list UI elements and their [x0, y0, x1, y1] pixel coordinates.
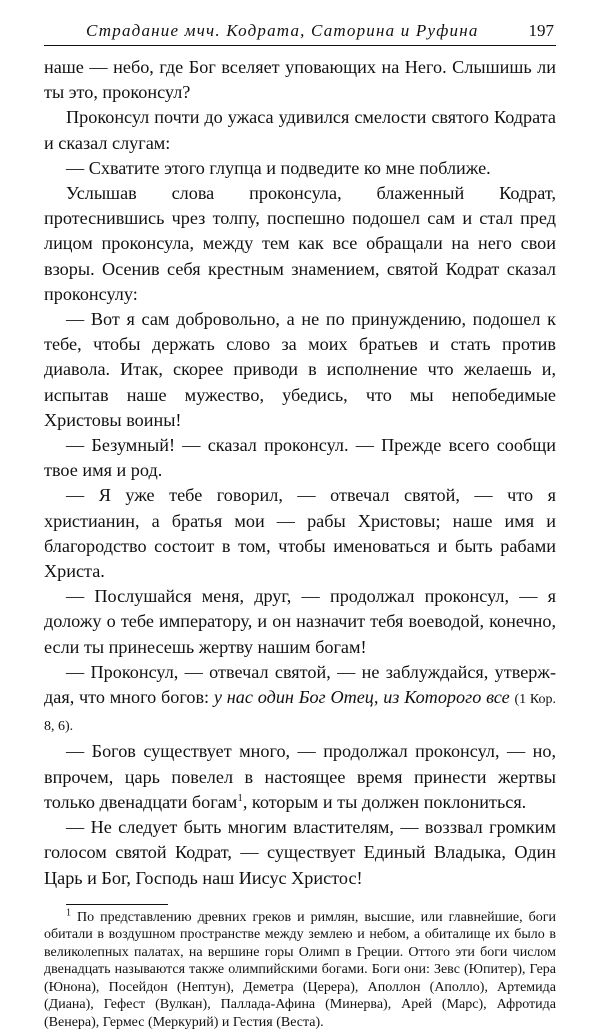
body-text [44, 55, 556, 891]
paragraph: — Безумный! — сказал проконсул. — Прежде всего сообщи твое имя и род. [44, 435, 556, 481]
paragraph: — Послушайся меня, друг, — продолжал проконсул, — я доложу о тебе императору, и он назначит тебя воеводой, конечно, если ты принесешь жертву нашим богам! [44, 586, 556, 657]
footnote-reference[interactable]: 1 [237, 791, 243, 804]
paragraph-text: — Богов существует много, — продолжал проконсул, — но, впрочем, царь повелел в настоящее время принести жертвы только двенадцати богам [44, 741, 556, 812]
paragraph: — Не следует быть многим властителям, — воззвал громким голосом святой Кодрат, — существует Единый Владыка, Один Царь и Бог, Господь наш Иисус Христос! [44, 817, 556, 888]
running-title: Страдание мчч. Кодрата, Саторина и Руфина [86, 21, 479, 40]
page-number: 197 [528, 21, 554, 40]
book-page [44, 20, 557, 1030]
paragraph: Проконсул почти до ужаса удивился смелости святого Кодрата и сказал слугам: [44, 107, 556, 153]
footnote-divider [66, 904, 168, 905]
footnote-text: По представлению древних греков и римлян, высшие, или главнейшие, боги обитали в воздушном пространстве между землею и небом, а обиталище их было в великолепных палатах, на вершине горы Олимп в Греции. Оттого эти боги числом двенадцать называются также олимпийскими богами. Боги они: Зевс (Юпитер), Гера (Юнона), Посейдон (Нептун), Деметра (Церера), Аполлон (Аполло), Артемида (Диана), Гефест (Вулкан), Паллада-Афина (Минерва), Арей (Марс), Афротида (Венера), Гермес (Меркурий) и Гестия (Веста). [44, 909, 557, 1030]
paragraph [44, 660, 556, 740]
paragraph: — Я уже тебе говорил, — отвечал святой, — что я христианин, а братья мои — рабы Христовы; наше имя и благородство состоит в том, чтобы именоваться и быть рабами Христа. [44, 485, 556, 582]
footnote [44, 909, 556, 1031]
paragraph: — Схватите этого глупца и подведите ко мне поближе. [66, 157, 491, 178]
scripture-quote: у нас один Бог Отец, из Которого все [213, 687, 510, 708]
paragraph: — Вот я сам добровольно, а не по принуждению, подошел к тебе, чтобы держать слово за моих братьев и стать против диавола. Итак, скорее приводи в исполнение что желаешь и, испытав наше мужество, убедись, что мы непобедимые Христовы воины! [44, 309, 556, 430]
paragraph: Услышав слова проконсула, блаженный Кодрат, протеснившись чрез толпу, поспешно подошел сам и стал пред лицом проконсула, между тем как все обращали на него свои взоры. Осенив себя крестным знамением, святой Кодрат сказал проконсулу: [44, 183, 556, 304]
running-header [44, 20, 556, 46]
footnote-mark: 1 [66, 907, 71, 919]
paragraph: наше — небо, где Бог вселяет уповающих на Него. Слышишь ли ты это, проконсул? [44, 57, 556, 103]
paragraph-text: , которым и ты должен поклониться. [242, 791, 527, 812]
paragraph-text: — Проконсул, — отвечал святой, — не заблуждайся, утверждая, что много богов: [44, 661, 556, 708]
scripture-reference: (1 Кор. 8, 6). [44, 692, 556, 735]
paragraph [44, 739, 556, 815]
